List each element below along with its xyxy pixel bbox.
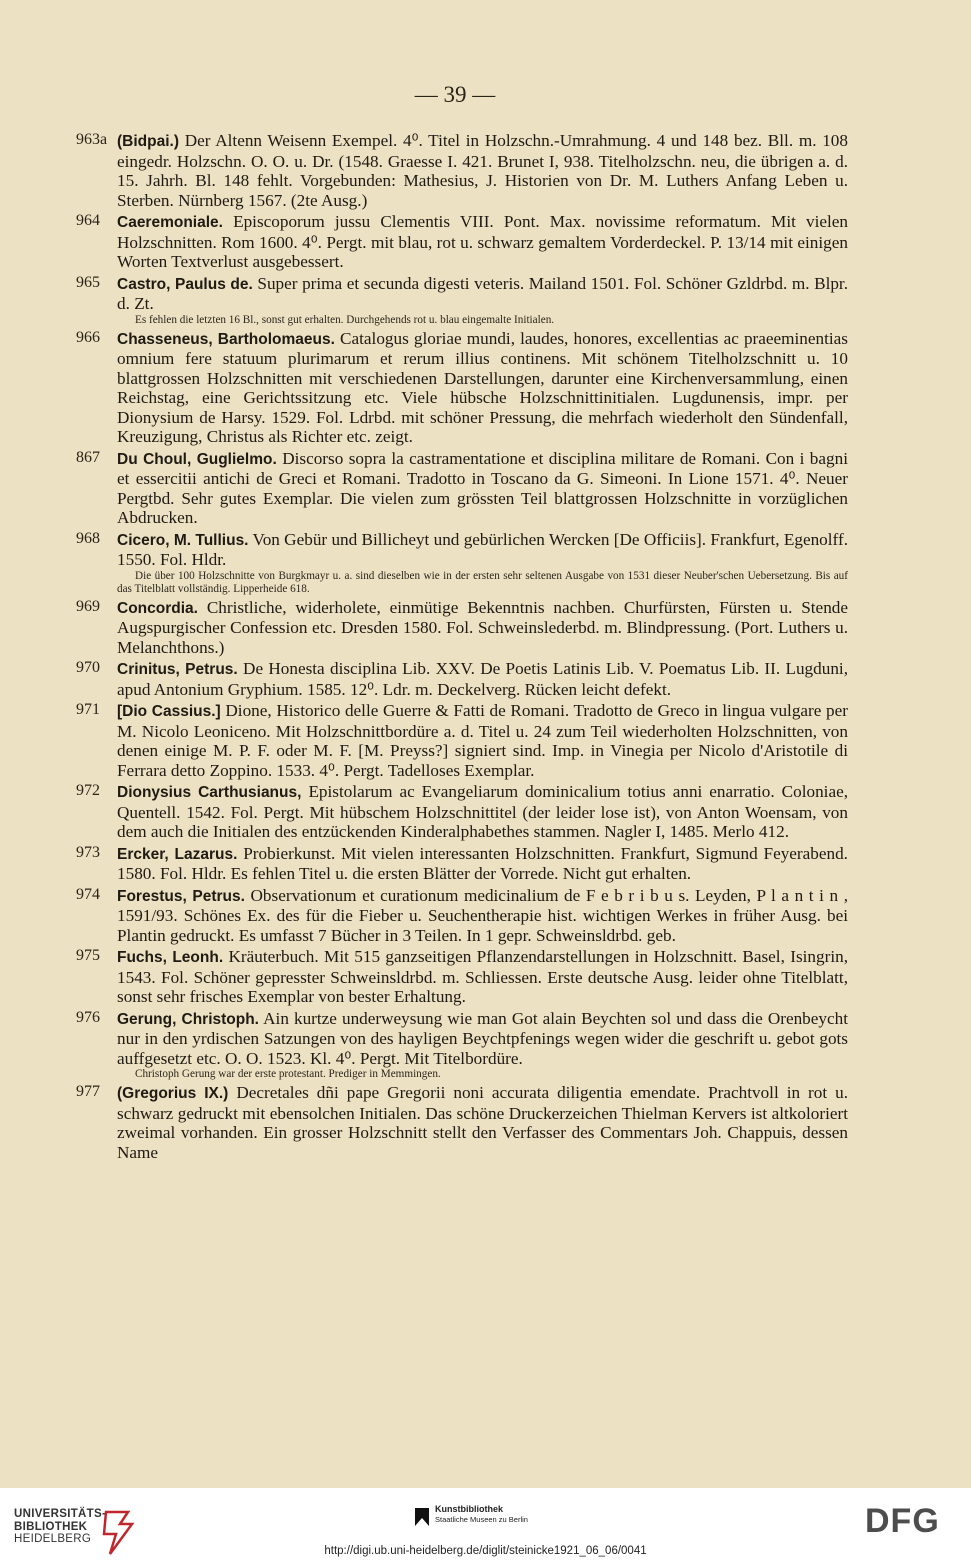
catalog-entry xyxy=(68,1083,848,1162)
entry-number: 968 xyxy=(76,529,100,547)
entry-note: Christoph Gerung war der erste protestant. Prediger in Memmingen. xyxy=(135,1068,441,1080)
catalog-entry xyxy=(68,598,848,658)
entry-number: 975 xyxy=(76,947,100,964)
entry-heading: Gerung, Christoph. xyxy=(117,1010,259,1028)
catalog-entry xyxy=(68,782,848,842)
entry-text: Der Altenn Weisenn Exempel. 4⁰. Titel in Holzschn.-Umrahmung. 4 und 148 bez. Bll. m. 108 eingedr. Holzschn. O. O. u. Dr. (1548. Graesse I. 421. Brunet I, 938. Titelholzschn. neu, die übrigen a. d. 15. Jahrh. Bl. 148 fehlt. Vorgebunden: Mathesius, J. Historien von Dr. M. Luthers Anfang Leben u. Sterben. Nürnberg 1567. (2te Ausg.) xyxy=(117,131,848,210)
catalog-entry xyxy=(68,449,848,528)
entry-number: 974 xyxy=(76,885,100,903)
university-library-logo[interactable] xyxy=(14,1508,106,1546)
entry-number: 966 xyxy=(76,328,100,346)
catalog-entry xyxy=(68,844,848,884)
entry-note: Es fehlen die letzten 16 Bl., sonst gut erhalten. Durchgehends rot u. blau eingemalte Initialen. xyxy=(135,313,555,326)
entry-heading: Fuchs, Leonh. xyxy=(117,949,224,966)
entry-text: Von Gebür und Billicheyt und gebürlichen Wercken [De Officiis]. Frankfurt, Egenolff. 1550. Fol. Hldr. xyxy=(117,529,848,569)
entry-number: 867 xyxy=(76,448,100,466)
entry-note: Die über 100 Holzschnitte von Burgkmayr u. a. sind dieselben wie in der ersten sehr seltenen Ausgabe von 1531 dieser Neuber'schen Uebersetzung. Bis auf das Titelblatt vollständig. Lipperheide 618. xyxy=(117,569,848,595)
entry-text: Observationum et curationum medicinalium de F e b r i b u s. Leyden, P l a n t i n , 1591/93. Schönes Ex. des für die Fieber u. Seuchentherapie hist. wichtigen Werkes in früher Ausg. bei Plantin gedruckt. Es umfasst 7 Bücher in 3 Teilen. In 1 gepr. Schweinsldrbd. geb. xyxy=(117,885,848,945)
catalog-entry xyxy=(68,530,848,596)
entry-number: 963a xyxy=(76,131,108,148)
entry-heading: Forestus, Petrus. xyxy=(117,887,245,905)
kunstbibliothek-subtitle: Staatliche Museen zu Berlin xyxy=(435,1515,528,1524)
catalog-entry xyxy=(68,886,848,946)
entry-text: Super prima et secunda digesti veteris. Mailand 1501. Fol. Schöner Gzldrbd. m. Blpr. d. Zt. xyxy=(117,273,849,313)
entry-heading: Concordia. xyxy=(117,599,198,617)
catalog-entry xyxy=(68,1009,848,1082)
page-number: — 39 — xyxy=(414,82,496,107)
entry-text: Catalogus gloriae mundi, laudes, honores, excellentias ac praeeminentias omnium fere statuum plurimarum et rerum illius continens. Mit schönem Titelholzschnitt u. 10 blattgrossen Holzschnitten mit verschiedenen Darstellungen, darunter eine Kirchenversammlung, einen Reichstag, eine Gerichtssitzung etc. Viele hübsche Holzschnittinitialen. Lugdunensis, impr. per Dionysium de Harsy. 1529. Fol. Ldrbd. mit schöner Pressung, die mehrfach wiederholt den Sündenfall, Kreuzigung, Christus als Richter etc. zeigt. xyxy=(117,328,848,446)
permalink-url[interactable]: http://digi.ub.uni-heidelberg.de/diglit/steinicke1921_06_06/0041 xyxy=(324,1545,647,1557)
catalog-entry xyxy=(68,947,848,1007)
entry-number: 965 xyxy=(76,273,100,291)
catalog-entry xyxy=(68,274,848,327)
dfg-logo[interactable]: DFG xyxy=(865,1502,940,1540)
entry-text: Kräuterbuch. Mit 515 ganzseitigen Pflanzendarstellungen in Holzschnitt. Basel, Isingrin, 1543. Fol. Schöner gepresster Schweinsldrbd. m. Schliessen. Erste deutsche Ausg. leider ohne Titelblatt, sonst sehr frisches Exemplar von bester Erhaltung. xyxy=(117,947,848,1006)
entry-heading: Castro, Paulus de. xyxy=(117,275,253,293)
catalog-entry xyxy=(68,701,848,780)
uni-logo-line: UNIVERSITÄTS- xyxy=(14,1508,107,1520)
entry-heading: Dionysius Carthusianus, xyxy=(117,784,302,801)
uni-logo-line: BIBLIOTHEK xyxy=(14,1520,88,1533)
entry-text: Epistolarum ac Evangeliarum dominicalium totius anni enarratio. Coloniae, Quentell. 1542. Fol. Pergt. Mit hübschem Holzschnittitel (der leider lose ist), von Anton Woensam, von dem auch die Initialen des entzückenden Kinderalphabethes stammen. Nagler I, 1485. Merlo 412. xyxy=(117,782,849,841)
entry-heading: Chasseneus, Bartholomaeus. xyxy=(117,330,335,348)
entry-heading: (Bidpai.) xyxy=(117,133,179,150)
catalog-entry xyxy=(68,131,848,210)
entry-number: 972 xyxy=(76,782,100,799)
entry-heading: Du Choul, Guglielmo. xyxy=(117,450,277,468)
entry-text: Dione, Historico delle Guerre & Fatti de Romani. Tradotto de Greco in lingua vulgare per M. Nicolo Leoniceno. Mit Holzschnittbordüre a. d. Titel u. 24 zum Teil wiederholten Holzschnitten, von denen einige M. P. F. oder M. F. [M. Preyss?] signiert sind. Imp. in Vinegia per Nicolo d'Aristotile di Ferrara detto Zoppino. 1533. 4⁰. Pergt. Tadelloses Exemplar. xyxy=(117,701,849,780)
entry-number: 970 xyxy=(76,659,100,676)
uni-logo-line: HEIDELBERG xyxy=(14,1533,92,1545)
entry-heading: Crinitus, Petrus. xyxy=(117,661,238,678)
catalog-entry xyxy=(68,659,848,699)
entry-heading: Cicero, M. Tullius. xyxy=(117,531,249,549)
entry-text: Probierkunst. Mit vielen interessanten Holzschnitten. Frankfurt, Sigmund Feyerabend. 1580. Fol. Hldr. Es fehlen Titel u. die ersten Blätter der Vorrede. Nicht gut erhalten. xyxy=(117,843,848,883)
catalog-entries xyxy=(68,131,848,1164)
entry-text: Christliche, widerholete, einmütige Bekenntnis nachben. Churfürsten, Fürsten u. Stende Augspurgischer Confession etc. Dresden 1580. Fol. Schweinslederbd. m. Blindpressung. (Port. Luthers u. Melanchthons.) xyxy=(117,597,849,657)
catalog-entry xyxy=(68,329,848,447)
entry-text: Ain kurtze underweysung wie man Got alain Beychten sol und dass die Orenbeycht nur in den yrdischen Satzungen von des hayligen Beychtpfenings wegen wider die geschrift u. gebot gots auffgesetzt etc. O. O. 1523. Kl. 4⁰. Pergt. Mit Titelbordüre. xyxy=(117,1008,848,1068)
entry-text: Discorso sopra la castramentatione et disciplina militare de Romani. Con i bagni et essercitii antichi de Greci et Romani. Tradotto in Toscano da G. Simeoni. In Lione 1571. 4⁰. Neuer Pergtbd. Sehr gutes Exemplar. Die vielen zum grössten Teil blattgrossen Holzschnitte in vorzüglichen Abdrucken. xyxy=(117,448,848,527)
entry-heading: [Dio Cassius.] xyxy=(117,703,221,720)
entry-heading: Ercker, Lazarus. xyxy=(117,845,238,863)
entry-text: Episcoporum jussu Clementis VIII. Pont. Max. novissime reformatum. Mit vielen Holzschnitten. Rom 1600. 4⁰. Pergt. mit blau, rot u. schwarz gemaltem Vorderdeckel. P. 13/14 mit einigen Worten Textverlust ausgebessert. xyxy=(117,212,849,271)
viewer-footer xyxy=(0,1488,971,1563)
entry-text: De Honesta disciplina Lib. XXV. De Poetis Latinis Lib. V. Poematus Lib. II. Lugduni, apud Antonium Gryphium. 1585. 12⁰. Ldr. m. Deckelverg. Rücken leicht defekt. xyxy=(117,659,849,699)
entry-number: 971 xyxy=(76,701,100,718)
entry-number: 977 xyxy=(76,1083,100,1100)
catalog-entry xyxy=(68,212,848,272)
entry-number: 973 xyxy=(76,843,100,861)
entry-heading: (Gregorius IX.) xyxy=(117,1085,229,1102)
kunstbibliothek-title: Kunstbibliothek xyxy=(435,1504,503,1514)
entry-number: 976 xyxy=(76,1008,100,1026)
kunstbibliothek-mark-icon xyxy=(413,1504,431,1530)
entry-heading: Caeremoniale. xyxy=(117,214,223,231)
entry-text: Decretales dñi pape Gregorii noni accurata diligentia emendate. Prachtvoll in rot u. schwarz gedruckt mit ebensolchen Initialen. Das schöne Druckerzeichen Thielman Kervers ist altkoloriert zweimal vorhanden. Ein grosser Holzschnitt stellt den Verfasser des Commentars Joh. Chappuis, dessen Name xyxy=(117,1083,848,1162)
entry-number: 964 xyxy=(76,212,100,229)
entry-number: 969 xyxy=(76,597,100,615)
